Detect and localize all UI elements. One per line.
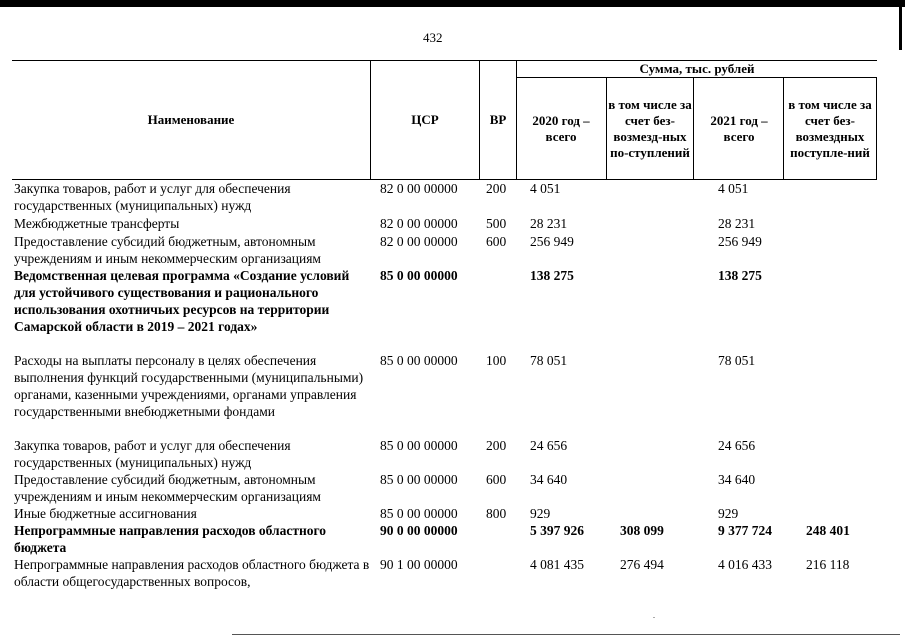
scan-speck <box>653 617 655 618</box>
row-name: Непрограммные направления расходов областного бюджета <box>14 523 327 555</box>
row-2021-total: 24 656 <box>718 438 756 453</box>
row-2021-grants: 248 401 <box>806 523 850 538</box>
row-csr: 85 0 00 00000 <box>380 353 458 368</box>
row-2021-total: 4 051 <box>718 181 749 196</box>
row-2020-total: 4 051 <box>530 181 561 196</box>
row-vr: 200 <box>486 438 507 453</box>
row-name: Непрограммные направления расходов областного бюджета в области общегосударственных вопросов, <box>14 557 370 589</box>
row-csr: 85 0 00 00000 <box>380 438 458 453</box>
row-2020-total: 28 231 <box>530 216 568 231</box>
row-vr: 200 <box>486 181 507 196</box>
row-2021-total: 9 377 724 <box>718 523 772 538</box>
row-csr: 90 1 00 00000 <box>380 557 458 572</box>
row-csr: 90 0 00 00000 <box>380 523 458 538</box>
header-name: Наименование <box>147 112 235 127</box>
row-name: Предоставление субсидий бюджетным, автономным учреждениям и иным некоммерческим организациям <box>14 234 321 266</box>
row-2020-total: 256 949 <box>530 234 574 249</box>
row-2021-total: 28 231 <box>718 216 756 231</box>
row-name: Предоставление субсидий бюджетным, автономным учреждениям и иным некоммерческим организациям <box>14 472 321 504</box>
row-csr: 85 0 00 00000 <box>380 268 458 283</box>
row-2021-total: 4 016 433 <box>718 557 772 572</box>
header-vline-7 <box>876 77 877 180</box>
row-csr: 85 0 00 00000 <box>380 506 458 521</box>
row-vr: 600 <box>486 472 507 487</box>
row-csr: 82 0 00 00000 <box>380 216 458 231</box>
row-2020-total: 24 656 <box>530 438 568 453</box>
row-2021-total: 138 275 <box>718 268 762 283</box>
row-csr: 82 0 00 00000 <box>380 234 458 249</box>
top-border-rule <box>0 0 905 7</box>
header-2021-grants: в том числе за счет без-возмездных поступле-ний <box>788 96 872 160</box>
right-border-rule <box>899 0 902 50</box>
row-name: Ведомственная целевая программа «Создание условий для устойчивого существования и рационального использования охотничьих ресурсов на территории Самарской области в 2019 – 2021 годах» <box>14 268 350 334</box>
row-vr: 600 <box>486 234 507 249</box>
row-2020-grants: 308 099 <box>620 523 664 538</box>
row-vr: 800 <box>486 506 507 521</box>
row-csr: 82 0 00 00000 <box>380 181 458 196</box>
bottom-rule <box>232 634 900 635</box>
header-vline-6 <box>783 77 784 180</box>
row-vr: 500 <box>486 216 507 231</box>
header-vline-4 <box>606 77 607 180</box>
row-2021-grants: 216 118 <box>806 557 850 572</box>
header-sum: Сумма, тыс. рублей <box>639 61 755 76</box>
header-2021-total: 2021 год – всего <box>710 112 768 144</box>
header-2020-grants: в том числе за счет без-возмезд-ных по-ступлений <box>608 96 692 160</box>
row-2020-total: 78 051 <box>530 353 568 368</box>
row-2021-total: 34 640 <box>718 472 756 487</box>
row-name: Иные бюджетные ассигнования <box>14 506 197 521</box>
header-vline-3 <box>516 60 517 180</box>
header-vr: ВР <box>489 112 507 127</box>
row-2020-total: 929 <box>530 506 551 521</box>
page-number: 432 <box>423 30 443 45</box>
row-2020-total: 5 397 926 <box>530 523 584 538</box>
row-2020-total: 34 640 <box>530 472 568 487</box>
row-2020-total: 138 275 <box>530 268 574 283</box>
row-2021-total: 256 949 <box>718 234 762 249</box>
row-csr: 85 0 00 00000 <box>380 472 458 487</box>
row-vr: 100 <box>486 353 507 368</box>
header-2020-total: 2020 год – всего <box>532 112 590 144</box>
header-vline-5 <box>693 77 694 180</box>
row-2021-total: 929 <box>718 506 739 521</box>
row-name: Закупка товаров, работ и услуг для обеспечения государственных (муниципальных) нужд <box>14 181 291 213</box>
header-csr: ЦСР <box>411 112 439 127</box>
row-name: Межбюджетные трансферты <box>14 216 180 231</box>
row-2021-total: 78 051 <box>718 353 756 368</box>
row-2020-total: 4 081 435 <box>530 557 584 572</box>
row-name: Расходы на выплаты персоналу в целях обеспечения выполнения функций государственными (муниципальными) органами, казенными учреждениями, органами управления государственными внебюджетными фондами <box>14 353 364 419</box>
row-name: Закупка товаров, работ и услуг для обеспечения государственных (муниципальных) нужд <box>14 438 291 470</box>
row-2020-grants: 276 494 <box>620 557 664 572</box>
